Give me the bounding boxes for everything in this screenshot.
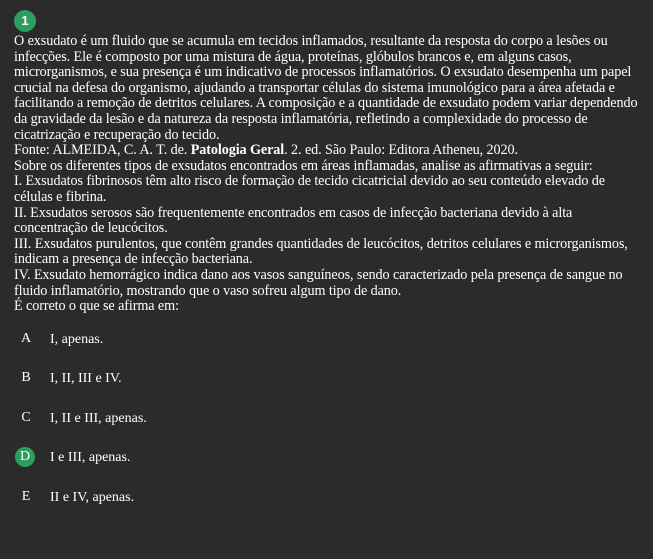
source-prefix: Fonte: ALMEIDA, C. A. T. de. — [14, 142, 191, 159]
alternative-text: I, II e III, apenas. — [50, 410, 147, 426]
question-ask: É correto o que se afirma em: — [14, 298, 179, 315]
question-container — [14, 10, 638, 526]
question-number-badge: 1 — [14, 10, 36, 32]
question-prompt: Sobre os diferentes tipos de exsudatos encontrados em áreas inflamadas, analise as afirmativas a seguir: — [14, 157, 593, 174]
context-paragraph: O exsudato é um fluido que se acumula em tecidos inflamados, resultante da resposta do corpo a lesões ou infecções. Ele é composto por uma mistura de água, proteínas, glóbulos brancos e, em alguns casos, microrganismos, e sua presença é um indicativo de processos inflamatórios. O exsudato desempenha um papel crucial na defesa do organismo, ajudando a transportar células do sistema imunológico para a área afetada e facilitando a remoção de detritos celulares. A composição e a quantidade de exsudato podem variar dependendo da gravidade da lesão e da natureza da resposta inflamatória, refletindo a complexidade do processo de cicatrização e recuperação do tecido. — [14, 33, 638, 143]
alternative-text: I e III, apenas. — [50, 450, 131, 466]
statement-2: II. Exsudatos serosos são frequentemente encontrados em casos de infecção bacteriana devido à alta concentração de leucócitos. — [14, 204, 573, 237]
alternative-letter: A — [20, 330, 32, 346]
question-text — [14, 34, 638, 315]
alternative-b[interactable] — [14, 368, 638, 408]
alternative-text: I, apenas. — [50, 331, 104, 347]
alternative-letter: E — [21, 488, 31, 504]
alternative-c[interactable] — [14, 408, 638, 448]
alternative-a[interactable] — [14, 329, 638, 369]
statement-1: I. Exsudatos fibrinosos têm alto risco de formação de tecido cicatricial devido ao seu conteúdo elevado de células e fibrina. — [14, 173, 605, 205]
source-suffix: . 2. ed. São Paulo: Editora Atheneu, 2020. — [284, 142, 518, 159]
source-citation — [14, 143, 638, 159]
alternative-d[interactable] — [14, 447, 638, 487]
alternative-letter: B — [21, 370, 31, 386]
alternatives-list — [14, 329, 638, 527]
alternative-e[interactable] — [14, 487, 638, 527]
alternative-letter: C — [21, 409, 31, 425]
alternative-text: II e IV, apenas. — [50, 489, 135, 505]
statement-4: IV. Exsudato hemorrágico indica dano aos vasos sanguíneos, sendo caracterizado pela presença de sangue no fluido inflamatório, mostrando que o vaso sofreu algum tipo de dano. — [14, 266, 623, 299]
alternative-text: I, II, III e IV. — [50, 371, 122, 387]
statement-3: III. Exsudatos purulentos, que contêm grandes quantidades de leucócitos, detritos celulares e microrganismos, indicam a presença de infecção bacteriana. — [14, 235, 628, 268]
source-book-title: Patologia Geral — [190, 142, 285, 159]
alternative-letter: D — [15, 447, 35, 467]
